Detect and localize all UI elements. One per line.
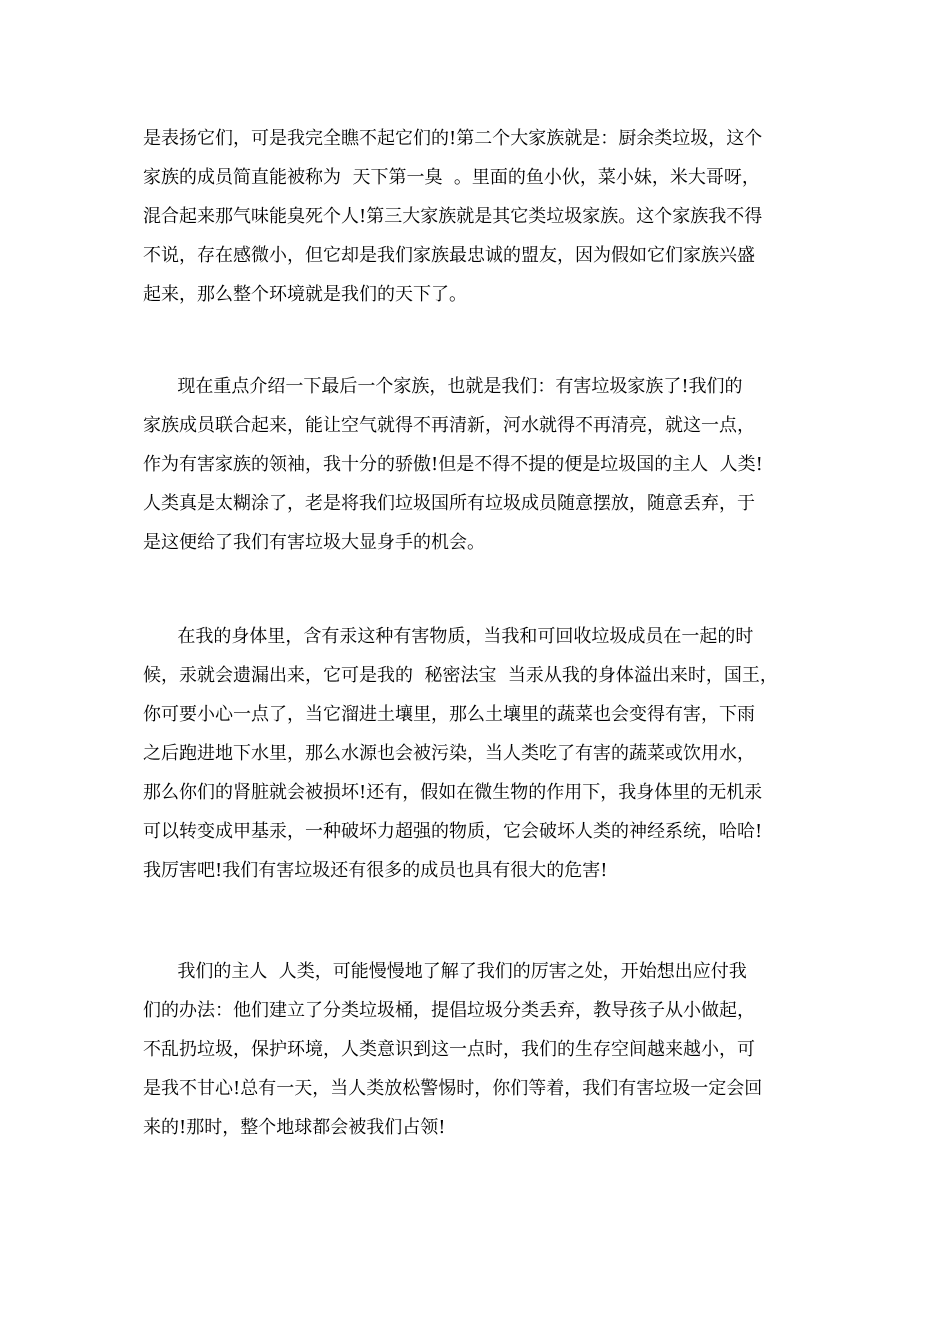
text-line: 之后跑进地下水里，那么水源也会被污染，当人类吃了有害的蔬菜或饮用水， bbox=[143, 743, 755, 764]
text-line: 我们的主人 人类，可能慢慢地了解了我们的厉害之处，开始想出应付我 bbox=[143, 961, 747, 982]
text-line: 是这便给了我们有害垃圾大显身手的机会。 bbox=[143, 532, 485, 553]
text-line: 家族的成员简直能被称为 天下第一臭 。里面的鱼小伙，菜小妹，米大哥呀， bbox=[143, 167, 760, 188]
text-line: 作为有害家族的领袖，我十分的骄傲!但是不得不提的便是垃圾国的主人 人类! bbox=[143, 454, 763, 475]
text-line: 现在重点介绍一下最后一个家族，也就是我们：有害垃圾家族了!我们的 bbox=[143, 376, 743, 397]
text-line: 混合起来那气味能臭死个人!第三大家族就是其它类垃圾家族。这个家族我不得 bbox=[143, 206, 763, 227]
text-line: 人类真是太糊涂了，老是将我们垃圾国所有垃圾成员随意摆放，随意丢弃，于 bbox=[143, 493, 755, 514]
text-line: 起来，那么整个环境就是我们的天下了。 bbox=[143, 284, 467, 305]
text-line: 不乱扔垃圾，保护环境，人类意识到这一点时，我们的生存空间越来越小，可 bbox=[143, 1039, 755, 1060]
text-line: 不说，存在感微小，但它却是我们家族最忠诚的盟友，因为假如它们家族兴盛 bbox=[143, 245, 755, 266]
text-line: 家族成员联合起来，能让空气就得不再清新，河水就得不再清亮，就这一点， bbox=[143, 415, 755, 436]
text-line: 们的办法：他们建立了分类垃圾桶，提倡垃圾分类丢弃，教导孩子从小做起， bbox=[143, 1000, 755, 1021]
paragraph-3 bbox=[143, 622, 813, 895]
paragraph-2 bbox=[143, 372, 813, 567]
text-line: 是我不甘心!总有一天，当人类放松警惕时，你们等着，我们有害垃圾一定会回 bbox=[143, 1078, 763, 1099]
text-line: 是表扬它们，可是我完全瞧不起它们的!第二个大家族就是：厨余类垃圾，这个 bbox=[143, 128, 763, 149]
text-line: 在我的身体里，含有汞这种有害物质，当我和可回收垃圾成员在一起的时 bbox=[143, 626, 754, 647]
paragraph-1 bbox=[143, 124, 813, 319]
text-line: 我厉害吧!我们有害垃圾还有很多的成员也具有很大的危害! bbox=[143, 860, 608, 881]
text-line: 你可要小心一点了，当它溜进土壤里，那么土壤里的蔬菜也会变得有害，下雨 bbox=[143, 704, 755, 725]
text-line: 候，汞就会遗漏出来，它可是我的 秘密法宝 当汞从我的身体溢出来时，国王， bbox=[143, 665, 778, 686]
paragraph-4 bbox=[143, 957, 813, 1152]
text-line: 来的!那时，整个地球都会被我们占领! bbox=[143, 1117, 446, 1138]
text-line: 可以转变成甲基汞，一种破坏力超强的物质，它会破坏人类的神经系统，哈哈! bbox=[143, 821, 763, 842]
text-line: 那么你们的肾脏就会被损坏!还有，假如在微生物的作用下，我身体里的无机汞 bbox=[143, 782, 763, 803]
